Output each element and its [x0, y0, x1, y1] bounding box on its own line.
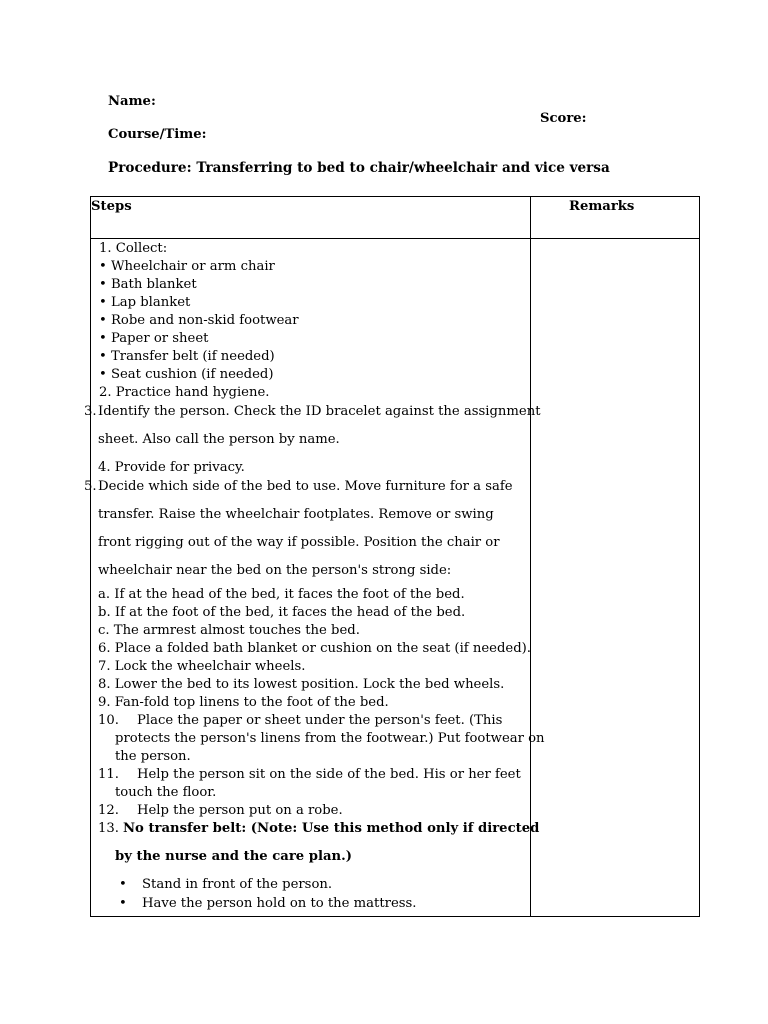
step-line: front rigging out of the way if possible. Position the chair or	[98, 535, 500, 550]
step-line: wheelchair near the bed on the person's strong side:	[98, 563, 452, 578]
step-line: 7. Lock the wheelchair wheels.	[98, 659, 306, 674]
step-line: touch the floor.	[115, 785, 217, 800]
step-line: c. The armrest almost touches the bed.	[98, 623, 360, 638]
step-line: 6. Place a folded bath blanket or cushion on the seat (if needed).	[98, 641, 531, 656]
step-line: protects the person's linens from the footwear.) Put footwear on	[115, 731, 545, 746]
step-line: • Lap blanket	[99, 295, 191, 310]
step-number: 11.	[98, 767, 119, 782]
step-line: b. If at the foot of the bed, it faces the head of the bed.	[98, 605, 466, 620]
step-line: 9. Fan-fold top linens to the foot of the bed.	[98, 695, 389, 710]
step-line: • Wheelchair or arm chair	[99, 259, 275, 274]
step-line: Identify the person. Check the ID bracelet against the assignment	[98, 404, 541, 419]
step-line: by the nurse and the care plan.)	[115, 849, 352, 864]
step-line: 4. Provide for privacy.	[98, 460, 245, 475]
bullet-icon: •	[119, 877, 127, 892]
course-time-label: Course/Time:	[108, 127, 207, 142]
header-divider	[91, 238, 699, 239]
step-line: Place the paper or sheet under the person's feet. (This	[137, 713, 503, 728]
step-number: 10.	[98, 713, 119, 728]
score-label: Score:	[540, 111, 587, 126]
name-label: Name:	[108, 94, 156, 109]
step-line: • Robe and non-skid footwear	[99, 313, 299, 328]
column-divider	[530, 197, 531, 916]
step-line: • Bath blanket	[99, 277, 197, 292]
step-line: sheet. Also call the person by name.	[98, 432, 340, 447]
step-line: Have the person hold on to the mattress.	[142, 896, 417, 911]
steps-column-header: Steps	[91, 199, 132, 214]
procedure-table	[84, 196, 700, 917]
step-number: 12.	[98, 803, 119, 818]
step-line: • Seat cushion (if needed)	[99, 367, 274, 382]
step-line: Stand in front of the person.	[142, 877, 333, 892]
step-line: • Paper or sheet	[99, 331, 209, 346]
step-line: No transfer belt: (Note: Use this method only if directed	[123, 821, 540, 836]
procedure-title: Procedure: Transferring to bed to chair/wheelchair and vice versa	[108, 160, 610, 176]
step-line: 8. Lower the bed to its lowest position. Lock the bed wheels.	[98, 677, 505, 692]
bullet-icon: •	[119, 896, 127, 911]
step-line: transfer. Raise the wheelchair footplates. Remove or swing	[98, 507, 494, 522]
step-number: 5.	[84, 479, 97, 494]
step-line: 1. Collect:	[99, 241, 168, 256]
step-line: 2. Practice hand hygiene.	[99, 385, 270, 400]
step-line: Help the person put on a robe.	[137, 803, 343, 818]
step-number: 13.	[98, 821, 119, 836]
step-line: a. If at the head of the bed, it faces the foot of the bed.	[98, 587, 465, 602]
step-line: Decide which side of the bed to use. Move furniture for a safe	[98, 479, 513, 494]
remarks-column-header: Remarks	[569, 199, 635, 214]
step-number: 3.	[84, 404, 97, 419]
step-line: the person.	[115, 749, 191, 764]
step-line: • Transfer belt (if needed)	[99, 349, 275, 364]
step-line: Help the person sit on the side of the bed. His or her feet	[137, 767, 521, 782]
